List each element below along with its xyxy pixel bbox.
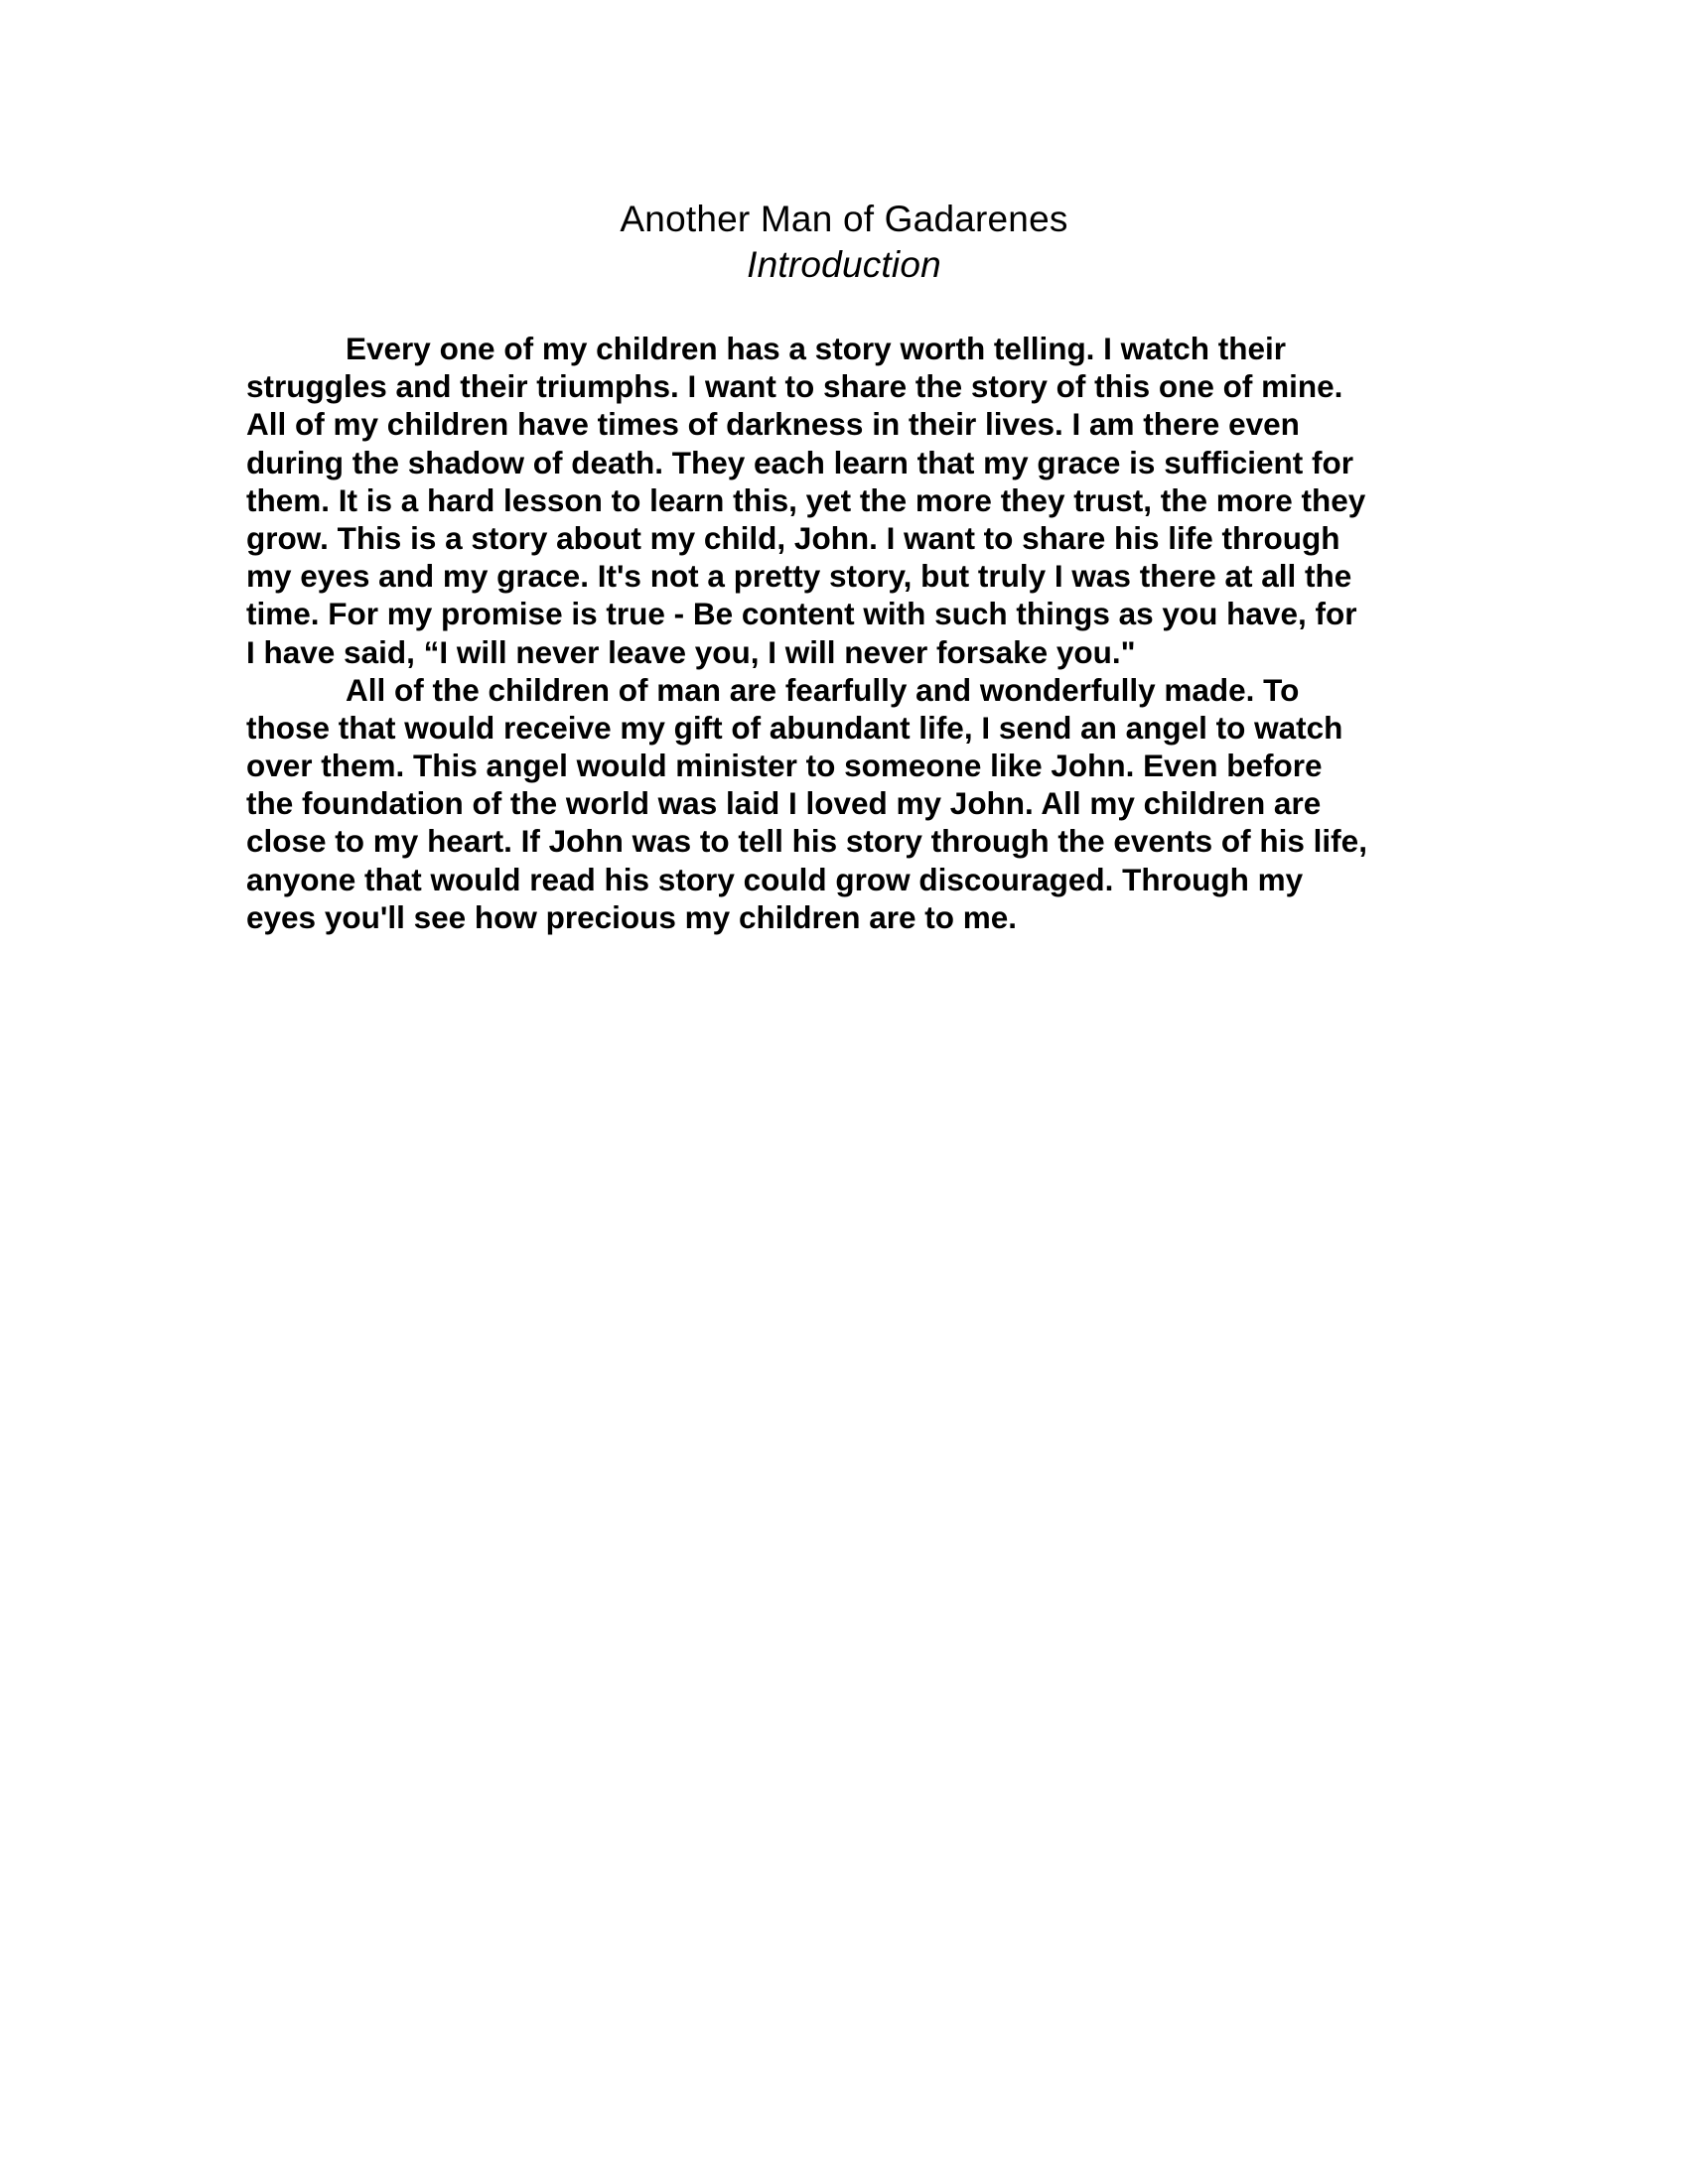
text-line: grow. This is a story about my child, John. I want to share his life through [246,519,1340,556]
text-line: the foundation of the world was laid I loved my John. All my children are [246,785,1322,822]
page-subtitle: Introduction [747,244,941,285]
body-text [246,330,1448,936]
text-line: I have said, “I will never leave you, I will never forsake you." [246,633,1136,670]
text-line: those that would receive my gift of abundant life, I send an angel to watch [246,709,1343,746]
paragraph-1 [246,330,1448,671]
text-line: Every one of my children has a story worth telling. I watch their [346,331,1286,366]
title-block [0,197,1688,288]
text-line: close to my heart. If John was to tell his story through the events of his life, [246,823,1367,860]
text-line: my eyes and my grace. It's not a pretty story, but truly I was there at all the [246,558,1352,595]
paragraph-2 [246,671,1448,936]
text-line: eyes you'll see how precious my children are to me. [246,898,1018,935]
text-line: struggles and their triumphs. I want to share the story of this one of mine. [246,368,1343,405]
page-title: Another Man of Gadarenes [620,199,1068,239]
text-line: All of the children of man are fearfully and wonderfully made. To [346,671,1300,708]
text-line: time. For my promise is true - Be content with such things as you have, for [246,596,1357,632]
text-line: during the shadow of death. They each learn that my grace is sufficient for [246,444,1353,480]
text-line: All of my children have times of darkness in their lives. I am there even [246,406,1300,443]
text-line: them. It is a hard lesson to learn this, yet the more they trust, the more they [246,481,1366,518]
text-line: anyone that would read his story could grow discouraged. Through my [246,861,1304,897]
text-line: over them. This angel would minister to someone like John. Even before [246,748,1323,784]
